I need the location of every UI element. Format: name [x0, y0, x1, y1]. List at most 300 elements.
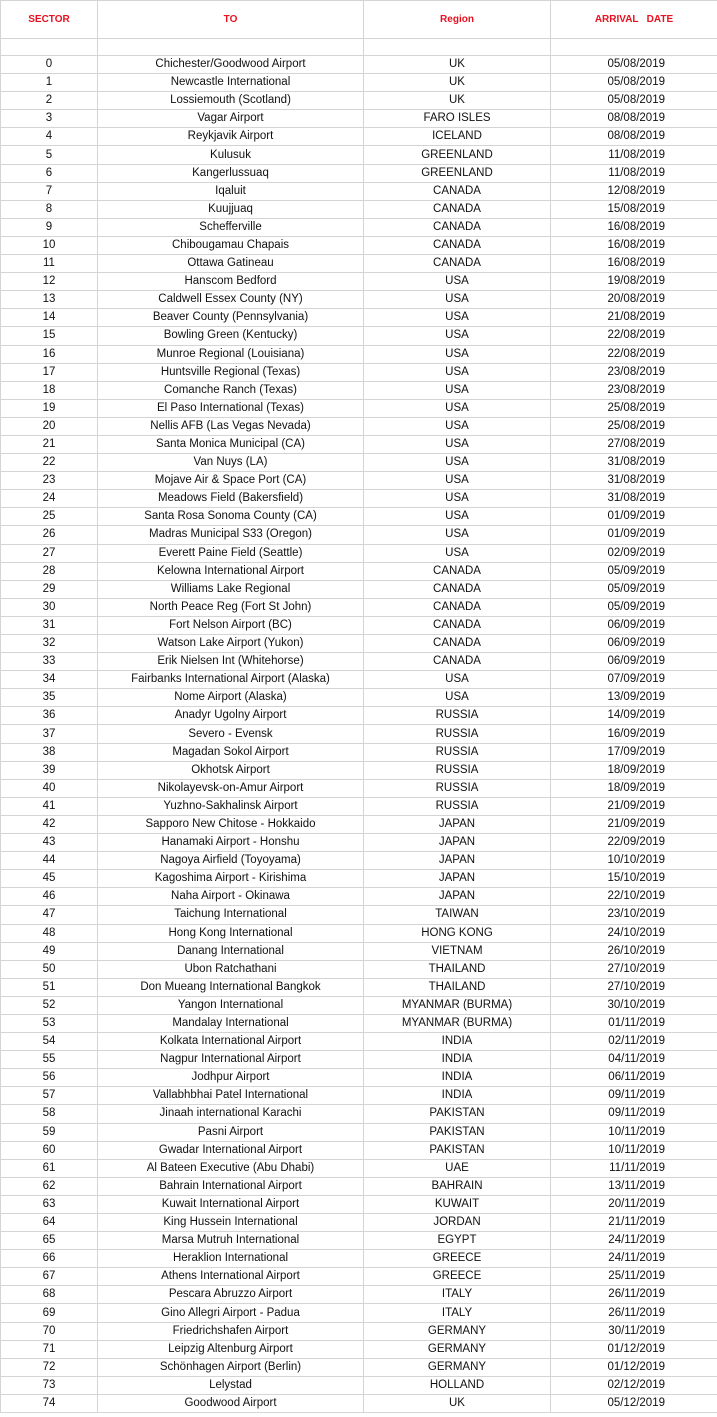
region-cell: USA [364, 417, 551, 435]
sector-cell: 20 [1, 417, 98, 435]
destination-cell: Nikolayevsk-on-Amur Airport [98, 779, 364, 797]
destination-cell: Caldwell Essex County (NY) [98, 291, 364, 309]
arrival-date-cell: 22/08/2019 [551, 327, 717, 345]
table-row [1, 870, 717, 888]
sector-cell: 12 [1, 273, 98, 291]
table-row [1, 508, 717, 526]
sector-cell: 36 [1, 707, 98, 725]
table-row [1, 327, 717, 345]
table-row [1, 1051, 717, 1069]
sector-cell: 21 [1, 435, 98, 453]
destination-cell: Meadows Field (Bakersfield) [98, 490, 364, 508]
arrival-date-cell: 02/09/2019 [551, 544, 717, 562]
sector-cell: 19 [1, 399, 98, 417]
arrival-date-cell: 05/09/2019 [551, 580, 717, 598]
arrival-date-cell: 30/10/2019 [551, 996, 717, 1014]
destination-cell: Bahrain International Airport [98, 1177, 364, 1195]
table-row [1, 815, 717, 833]
sector-cell: 70 [1, 1322, 98, 1340]
region-cell: USA [364, 381, 551, 399]
spacer-cell [1, 39, 98, 56]
destination-cell: Erik Nielsen Int (Whitehorse) [98, 653, 364, 671]
table-row [1, 1214, 717, 1232]
table-row [1, 1087, 717, 1105]
table-row [1, 1286, 717, 1304]
sector-cell: 33 [1, 653, 98, 671]
arrival-date-cell: 16/09/2019 [551, 725, 717, 743]
sector-cell: 16 [1, 345, 98, 363]
destination-cell: Athens International Airport [98, 1268, 364, 1286]
destination-cell: Yuzhno-Sakhalinsk Airport [98, 797, 364, 815]
region-cell: ITALY [364, 1304, 551, 1322]
destination-cell: Chichester/Goodwood Airport [98, 56, 364, 74]
destination-cell: Marsa Mutruh International [98, 1232, 364, 1250]
region-cell: CANADA [364, 562, 551, 580]
table-row [1, 381, 717, 399]
destination-cell: Fairbanks International Airport (Alaska) [98, 671, 364, 689]
table-row [1, 616, 717, 634]
sector-cell: 10 [1, 236, 98, 254]
sector-cell: 74 [1, 1394, 98, 1412]
arrival-date-cell: 11/11/2019 [551, 1159, 717, 1177]
sector-cell: 65 [1, 1232, 98, 1250]
region-cell: USA [364, 689, 551, 707]
region-cell: RUSSIA [364, 743, 551, 761]
sector-cell: 30 [1, 598, 98, 616]
destination-cell: Okhotsk Airport [98, 761, 364, 779]
arrival-date-cell: 24/10/2019 [551, 924, 717, 942]
sector-cell: 5 [1, 146, 98, 164]
region-cell: GERMANY [364, 1358, 551, 1376]
region-cell: USA [364, 345, 551, 363]
arrival-date-cell: 27/10/2019 [551, 960, 717, 978]
table-row [1, 671, 717, 689]
destination-cell: Don Mueang International Bangkok [98, 978, 364, 996]
arrival-date-cell: 21/11/2019 [551, 1214, 717, 1232]
region-cell: JAPAN [364, 852, 551, 870]
sector-cell: 44 [1, 852, 98, 870]
arrival-date-cell: 18/09/2019 [551, 779, 717, 797]
sector-cell: 18 [1, 381, 98, 399]
destination-cell: Mandalay International [98, 1014, 364, 1032]
region-cell: JORDAN [364, 1214, 551, 1232]
region-cell: JAPAN [364, 834, 551, 852]
sector-cell: 41 [1, 797, 98, 815]
arrival-date-cell: 26/11/2019 [551, 1286, 717, 1304]
destination-cell: Huntsville Regional (Texas) [98, 363, 364, 381]
table-row [1, 960, 717, 978]
region-cell: ICELAND [364, 128, 551, 146]
spacer-cell [551, 39, 717, 56]
region-cell: RUSSIA [364, 725, 551, 743]
arrival-date-cell: 05/08/2019 [551, 56, 717, 74]
region-cell: GREENLAND [364, 164, 551, 182]
sector-cell: 69 [1, 1304, 98, 1322]
sector-cell: 13 [1, 291, 98, 309]
table-row [1, 1322, 717, 1340]
destination-cell: Heraklion International [98, 1250, 364, 1268]
arrival-date-cell: 27/08/2019 [551, 435, 717, 453]
arrival-date-cell: 05/12/2019 [551, 1394, 717, 1412]
destination-cell: Madras Municipal S33 (Oregon) [98, 526, 364, 544]
arrival-date-cell: 20/11/2019 [551, 1195, 717, 1213]
table-row [1, 888, 717, 906]
table-row [1, 1123, 717, 1141]
destination-cell: Naha Airport - Okinawa [98, 888, 364, 906]
sector-cell: 25 [1, 508, 98, 526]
destination-cell: Nagoya Airfield (Toyoyama) [98, 852, 364, 870]
table-row [1, 924, 717, 942]
table-row [1, 1268, 717, 1286]
region-cell: ITALY [364, 1286, 551, 1304]
table-row [1, 544, 717, 562]
region-cell: GREENLAND [364, 146, 551, 164]
region-cell: HOLLAND [364, 1376, 551, 1394]
destination-cell: Schefferville [98, 218, 364, 236]
destination-cell: Jinaah international Karachi [98, 1105, 364, 1123]
table-row [1, 1250, 717, 1268]
arrival-date-cell: 08/08/2019 [551, 128, 717, 146]
destination-cell: Danang International [98, 942, 364, 960]
arrival-date-cell: 15/10/2019 [551, 870, 717, 888]
arrival-date-cell: 11/08/2019 [551, 146, 717, 164]
table-row [1, 1159, 717, 1177]
sector-cell: 47 [1, 906, 98, 924]
destination-cell: Friedrichshafen Airport [98, 1322, 364, 1340]
sector-cell: 24 [1, 490, 98, 508]
region-cell: BAHRAIN [364, 1177, 551, 1195]
region-cell: RUSSIA [364, 779, 551, 797]
destination-cell: Yangon International [98, 996, 364, 1014]
arrival-date-cell: 13/09/2019 [551, 689, 717, 707]
table-row [1, 779, 717, 797]
destination-cell: Williams Lake Regional [98, 580, 364, 598]
region-cell: CANADA [364, 616, 551, 634]
arrival-date-cell: 18/09/2019 [551, 761, 717, 779]
sector-cell: 26 [1, 526, 98, 544]
sector-cell: 15 [1, 327, 98, 345]
destination-cell: Kuujjuaq [98, 200, 364, 218]
destination-cell: Nellis AFB (Las Vegas Nevada) [98, 417, 364, 435]
destination-cell: Taichung International [98, 906, 364, 924]
sector-cell: 63 [1, 1195, 98, 1213]
destination-cell: Chibougamau Chapais [98, 236, 364, 254]
arrival-date-cell: 16/08/2019 [551, 255, 717, 273]
sector-cell: 45 [1, 870, 98, 888]
header-arrival-date: ARRIVAL DATE [551, 1, 717, 39]
destination-cell: Lossiemouth (Scotland) [98, 92, 364, 110]
header-sector: SECTOR [1, 1, 98, 39]
destination-cell: Jodhpur Airport [98, 1069, 364, 1087]
sector-cell: 7 [1, 182, 98, 200]
region-cell: USA [364, 472, 551, 490]
destination-cell: Kulusuk [98, 146, 364, 164]
table-row [1, 490, 717, 508]
region-cell: CANADA [364, 653, 551, 671]
arrival-date-cell: 04/11/2019 [551, 1051, 717, 1069]
destination-cell: Schönhagen Airport (Berlin) [98, 1358, 364, 1376]
region-cell: HONG KONG [364, 924, 551, 942]
region-cell: GERMANY [364, 1340, 551, 1358]
table-row [1, 1340, 717, 1358]
sector-cell: 72 [1, 1358, 98, 1376]
region-cell: INDIA [364, 1051, 551, 1069]
arrival-date-cell: 01/11/2019 [551, 1014, 717, 1032]
region-cell: UK [364, 56, 551, 74]
table-row [1, 797, 717, 815]
arrival-date-cell: 21/08/2019 [551, 309, 717, 327]
sector-cell: 51 [1, 978, 98, 996]
arrival-date-cell: 30/11/2019 [551, 1322, 717, 1340]
sector-cell: 50 [1, 960, 98, 978]
table-row [1, 56, 717, 74]
table-row [1, 1033, 717, 1051]
destination-cell: Kelowna International Airport [98, 562, 364, 580]
sector-cell: 57 [1, 1087, 98, 1105]
sector-cell: 38 [1, 743, 98, 761]
arrival-date-cell: 24/11/2019 [551, 1232, 717, 1250]
arrival-date-cell: 01/09/2019 [551, 508, 717, 526]
region-cell: UK [364, 74, 551, 92]
table-row [1, 345, 717, 363]
arrival-date-cell: 22/10/2019 [551, 888, 717, 906]
region-cell: EGYPT [364, 1232, 551, 1250]
sector-cell: 42 [1, 815, 98, 833]
arrival-date-cell: 15/08/2019 [551, 200, 717, 218]
table-row [1, 399, 717, 417]
table-row [1, 1069, 717, 1087]
region-cell: USA [364, 435, 551, 453]
sector-cell: 2 [1, 92, 98, 110]
table-row [1, 74, 717, 92]
destination-cell: Everett Paine Field (Seattle) [98, 544, 364, 562]
region-cell: CANADA [364, 218, 551, 236]
table-row [1, 164, 717, 182]
table-row [1, 1014, 717, 1032]
destination-cell: Leipzig Altenburg Airport [98, 1340, 364, 1358]
sector-cell: 35 [1, 689, 98, 707]
arrival-date-cell: 25/08/2019 [551, 417, 717, 435]
sector-cell: 73 [1, 1376, 98, 1394]
sector-cell: 31 [1, 616, 98, 634]
destination-cell: Hanamaki Airport - Honshu [98, 834, 364, 852]
table-row [1, 110, 717, 128]
spacer-cell [364, 39, 551, 56]
arrival-date-cell: 05/08/2019 [551, 74, 717, 92]
region-cell: PAKISTAN [364, 1141, 551, 1159]
table-row [1, 309, 717, 327]
arrival-date-cell: 06/09/2019 [551, 635, 717, 653]
region-cell: GERMANY [364, 1322, 551, 1340]
region-cell: INDIA [364, 1033, 551, 1051]
table-row [1, 562, 717, 580]
sector-cell: 53 [1, 1014, 98, 1032]
header-row [1, 1, 717, 39]
table-row [1, 1141, 717, 1159]
table-row [1, 996, 717, 1014]
destination-cell: Gwadar International Airport [98, 1141, 364, 1159]
arrival-date-cell: 01/09/2019 [551, 526, 717, 544]
table-row [1, 182, 717, 200]
region-cell: MYANMAR (BURMA) [364, 996, 551, 1014]
destination-cell: Nagpur International Airport [98, 1051, 364, 1069]
destination-cell: Ubon Ratchathani [98, 960, 364, 978]
destination-cell: Kolkata International Airport [98, 1033, 364, 1051]
destination-cell: Al Bateen Executive (Abu Dhabi) [98, 1159, 364, 1177]
region-cell: KUWAIT [364, 1195, 551, 1213]
region-cell: USA [364, 454, 551, 472]
region-cell: VIETNAM [364, 942, 551, 960]
region-cell: INDIA [364, 1087, 551, 1105]
destination-cell: Ottawa Gatineau [98, 255, 364, 273]
sector-cell: 6 [1, 164, 98, 182]
arrival-date-cell: 19/08/2019 [551, 273, 717, 291]
arrival-date-cell: 05/09/2019 [551, 562, 717, 580]
table-row [1, 743, 717, 761]
sector-cell: 67 [1, 1268, 98, 1286]
table-row [1, 1376, 717, 1394]
region-cell: RUSSIA [364, 797, 551, 815]
sector-cell: 43 [1, 834, 98, 852]
sector-cell: 28 [1, 562, 98, 580]
arrival-date-cell: 20/08/2019 [551, 291, 717, 309]
region-cell: CANADA [364, 255, 551, 273]
sector-cell: 37 [1, 725, 98, 743]
region-cell: CANADA [364, 182, 551, 200]
region-cell: PAKISTAN [364, 1105, 551, 1123]
table-row [1, 852, 717, 870]
sector-cell: 0 [1, 56, 98, 74]
arrival-date-cell: 12/08/2019 [551, 182, 717, 200]
table-row [1, 236, 717, 254]
sector-cell: 61 [1, 1159, 98, 1177]
arrival-date-cell: 23/08/2019 [551, 381, 717, 399]
sector-cell: 46 [1, 888, 98, 906]
destination-cell: Hong Kong International [98, 924, 364, 942]
region-cell: CANADA [364, 200, 551, 218]
arrival-date-cell: 10/11/2019 [551, 1141, 717, 1159]
sector-cell: 55 [1, 1051, 98, 1069]
sector-cell: 39 [1, 761, 98, 779]
spacer-cell [98, 39, 364, 56]
sector-cell: 1 [1, 74, 98, 92]
arrival-date-cell: 13/11/2019 [551, 1177, 717, 1195]
arrival-date-cell: 31/08/2019 [551, 490, 717, 508]
destination-cell: Pasni Airport [98, 1123, 364, 1141]
arrival-date-cell: 10/10/2019 [551, 852, 717, 870]
destination-cell: Iqaluit [98, 182, 364, 200]
region-cell: GREECE [364, 1268, 551, 1286]
table-row [1, 906, 717, 924]
table-row [1, 689, 717, 707]
sector-cell: 60 [1, 1141, 98, 1159]
table-row [1, 200, 717, 218]
region-cell: GREECE [364, 1250, 551, 1268]
sector-cell: 54 [1, 1033, 98, 1051]
destination-cell: Hanscom Bedford [98, 273, 364, 291]
region-cell: USA [364, 363, 551, 381]
destination-cell: North Peace Reg (Fort St John) [98, 598, 364, 616]
arrival-date-cell: 08/08/2019 [551, 110, 717, 128]
table-row [1, 834, 717, 852]
sector-cell: 29 [1, 580, 98, 598]
sector-cell: 49 [1, 942, 98, 960]
destination-cell: Goodwood Airport [98, 1394, 364, 1412]
sector-cell: 52 [1, 996, 98, 1014]
arrival-date-cell: 24/11/2019 [551, 1250, 717, 1268]
header-region: Region [364, 1, 551, 39]
destination-cell: Reykjavik Airport [98, 128, 364, 146]
destination-cell: Comanche Ranch (Texas) [98, 381, 364, 399]
destination-cell: Van Nuys (LA) [98, 454, 364, 472]
region-cell: UK [364, 92, 551, 110]
region-cell: THAILAND [364, 978, 551, 996]
region-cell: USA [364, 508, 551, 526]
table-row [1, 1304, 717, 1322]
sector-cell: 56 [1, 1069, 98, 1087]
table-row [1, 1195, 717, 1213]
region-cell: INDIA [364, 1069, 551, 1087]
arrival-date-cell: 10/11/2019 [551, 1123, 717, 1141]
destination-cell: Kangerlussuaq [98, 164, 364, 182]
sector-cell: 68 [1, 1286, 98, 1304]
sector-cell: 66 [1, 1250, 98, 1268]
sector-cell: 3 [1, 110, 98, 128]
sector-cell: 8 [1, 200, 98, 218]
region-cell: TAIWAN [364, 906, 551, 924]
arrival-date-cell: 25/08/2019 [551, 399, 717, 417]
sector-cell: 32 [1, 635, 98, 653]
region-cell: USA [364, 490, 551, 508]
destination-cell: Vagar Airport [98, 110, 364, 128]
destination-cell: Kuwait International Airport [98, 1195, 364, 1213]
table-row [1, 653, 717, 671]
arrival-date-cell: 16/08/2019 [551, 218, 717, 236]
arrival-date-cell: 17/09/2019 [551, 743, 717, 761]
region-cell: USA [364, 309, 551, 327]
arrival-date-cell: 23/10/2019 [551, 906, 717, 924]
arrival-date-cell: 16/08/2019 [551, 236, 717, 254]
region-cell: CANADA [364, 236, 551, 254]
region-cell: THAILAND [364, 960, 551, 978]
region-cell: UAE [364, 1159, 551, 1177]
arrival-date-cell: 07/09/2019 [551, 671, 717, 689]
destination-cell: Mojave Air & Space Port (CA) [98, 472, 364, 490]
destination-cell: Watson Lake Airport (Yukon) [98, 635, 364, 653]
arrival-date-cell: 22/09/2019 [551, 834, 717, 852]
table-row [1, 417, 717, 435]
table-row [1, 725, 717, 743]
table-row [1, 1358, 717, 1376]
destination-cell: Santa Monica Municipal (CA) [98, 435, 364, 453]
region-cell: USA [364, 291, 551, 309]
sector-cell: 64 [1, 1214, 98, 1232]
destination-cell: Beaver County (Pennsylvania) [98, 309, 364, 327]
sector-cell: 17 [1, 363, 98, 381]
arrival-date-cell: 05/08/2019 [551, 92, 717, 110]
sector-cell: 40 [1, 779, 98, 797]
table-row [1, 218, 717, 236]
destination-cell: Munroe Regional (Louisiana) [98, 345, 364, 363]
destination-cell: Severo - Evensk [98, 725, 364, 743]
sector-cell: 62 [1, 1177, 98, 1195]
arrival-date-cell: 21/09/2019 [551, 815, 717, 833]
table-row [1, 761, 717, 779]
arrival-date-cell: 21/09/2019 [551, 797, 717, 815]
table-row [1, 255, 717, 273]
table-row [1, 291, 717, 309]
arrival-date-cell: 01/12/2019 [551, 1358, 717, 1376]
